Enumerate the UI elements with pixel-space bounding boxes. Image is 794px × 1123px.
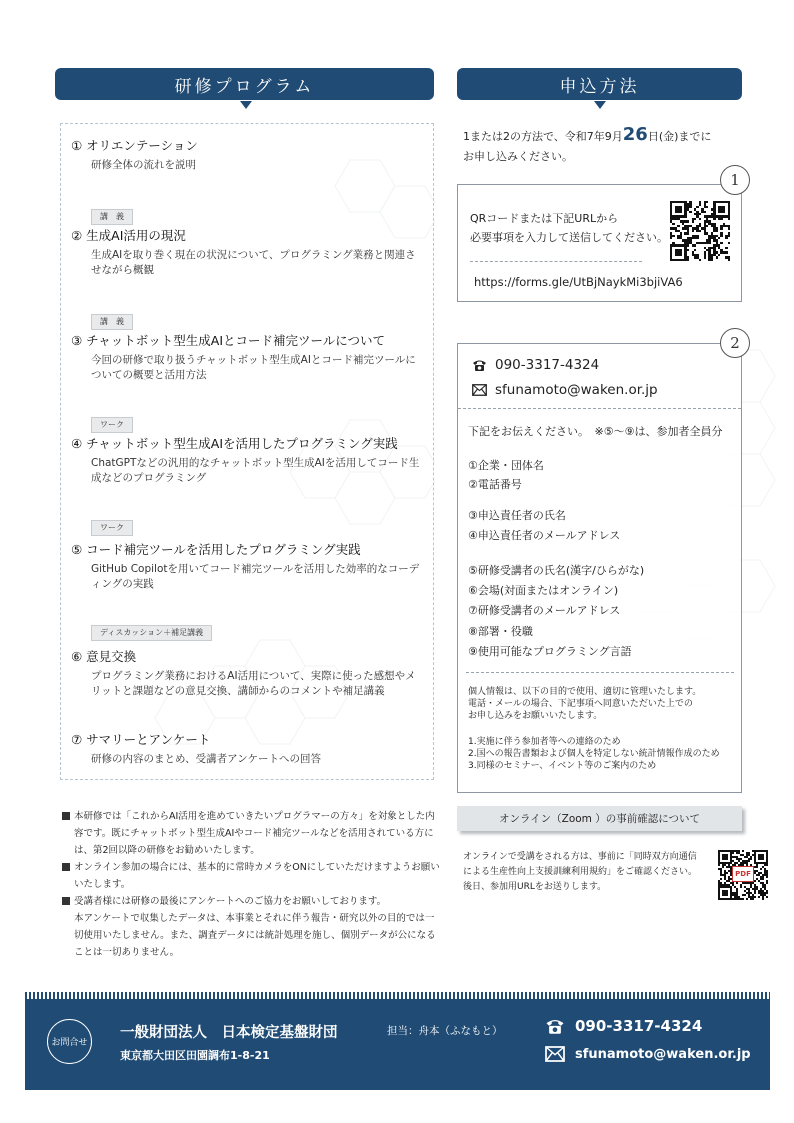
phone-icon	[545, 1018, 565, 1035]
program-item-tag: 講 義	[91, 314, 133, 330]
field-item: ⑨使用可能なプログラミング言語	[468, 645, 632, 658]
program-item-4	[71, 436, 426, 486]
note-item: 本研修では「これからAI活用を進めていきたいプログラマーの方々」を対象とした内容です。既にチャットボット型生成AIやコード補完ツールなどを活用されている方には、第2回以降の研修をお勧めいたします。	[62, 808, 442, 859]
program-item-tag: ワーク	[91, 417, 133, 433]
field-item: ⑧部署・役職	[468, 625, 533, 638]
footer-email-address[interactable]: sfunamoto@waken.or.jp	[575, 1046, 751, 1062]
method-2-divider-bottom	[466, 672, 734, 673]
purpose-item: 2.国への報告書類および個人を特定しない統計情報作成のため	[468, 749, 720, 759]
footer-phone	[545, 1017, 702, 1035]
program-item-desc: プログラミング業務におけるAI活用について、実際に使った感想やメリットと課題などの意見交換、講師からのコメントや補足講義	[91, 670, 416, 697]
phone-icon	[472, 359, 487, 372]
method-1-text	[470, 209, 668, 247]
method-2-number: 2	[730, 334, 740, 352]
program-header-title: 研修プログラム	[174, 76, 315, 97]
apply-intro-prefix: 1または2の方法で、令和7年9月	[463, 130, 623, 143]
form-url-link[interactable]: https://forms.gle/UtBjNaykMi3bjiVA6	[474, 275, 683, 289]
program-item-6	[71, 649, 426, 699]
field-item: ⑥会場(対面またはオンライン)	[468, 584, 619, 597]
program-header-pointer	[240, 101, 252, 109]
apply-intro-line2: お申し込みください。	[463, 150, 573, 163]
note-item: オンライン参加の場合には、基本的に常時カメラをONにしていただけますようお願いいたします。	[62, 859, 442, 893]
method-1-line1: QRコードまたは下記URLから	[470, 212, 619, 225]
purpose-item: 3.同様のセミナー、イベント等のご案内のため	[468, 761, 657, 771]
apply-method-1-box	[457, 184, 742, 302]
program-item-title: ② 生成AI活用の現況	[71, 228, 186, 243]
mail-icon	[545, 1046, 565, 1062]
program-item-3	[71, 333, 426, 383]
privacy-notice	[468, 686, 738, 722]
privacy-line: お申し込みをお願いいたします。	[468, 711, 603, 721]
footer-stripe	[25, 992, 770, 999]
program-item-title: ③ チャットボット型生成AIとコード補完ツールについて	[71, 333, 386, 348]
apply-header	[457, 68, 742, 100]
form-qr-code[interactable]	[670, 201, 730, 261]
apply-method-2-box	[457, 343, 742, 793]
method-1-number-circle	[720, 165, 750, 195]
program-item-title: ④ チャットボット型生成AIを活用したプログラミング実践	[71, 436, 398, 451]
footer	[25, 999, 770, 1090]
method-2-email	[472, 382, 658, 398]
footer-phone-number[interactable]: 090-3317-4324	[575, 1017, 703, 1035]
method-2-phone-number[interactable]: 090-3317-4324	[495, 357, 600, 373]
program-item-desc: GitHub Copilotを用いてコード補完ツールを活用した効率的なコーディングの実践	[91, 563, 420, 590]
method-2-divider-top	[458, 408, 741, 409]
method-2-email-address[interactable]: sfunamoto@waken.or.jp	[495, 382, 658, 398]
method-1-number: 1	[730, 171, 740, 189]
privacy-line: 電話・メールの場合、下記事項へ同意いただいた上での	[468, 699, 693, 709]
program-item-desc: 生成AIを取り巻く現在の状況について、プログラミング業務と関連させながら概観	[91, 249, 416, 276]
program-item-desc: ChatGPTなどの汎用的なチャットボット型生成AIを活用してコード生成などのプログラミング	[91, 457, 420, 484]
privacy-purposes	[468, 736, 748, 772]
field-item: ③申込責任者の氏名	[468, 509, 566, 522]
method-2-phone	[472, 357, 599, 373]
method-1-divider	[470, 261, 642, 262]
zoom-description: オンラインで受講をされる方は、事前に「同時双方向通信による生産性向上支援訓練利用規約」をご確認ください。後日、参加用URLをお送りします。	[463, 852, 698, 892]
program-item-desc: 研修の内容のまとめ、受講者アンケートへの回答	[91, 753, 321, 765]
note-item-continued: 本アンケートで収集したデータは、本事業とそれに伴う報告・研究以外の目的では一切使用いたしません。また、調査データには統計処理を施し、個別データが公になることは一切ありません。	[74, 913, 436, 958]
program-box	[60, 123, 434, 780]
pdf-badge-label: PDF	[735, 870, 751, 878]
footer-contact-person: 担当：舟本（ふなもと）	[387, 1025, 503, 1037]
program-item-tag: 講 義	[91, 209, 133, 225]
program-item-title: ⑤ コード補完ツールを活用したプログラミング実践	[71, 542, 361, 557]
method-2-number-circle	[720, 328, 750, 358]
privacy-line: 個人情報は、以下の目的で使用、適切に管理いたします。	[468, 687, 702, 697]
apply-header-pointer	[594, 101, 606, 109]
method-2-instruction: 下記をお伝えください。 ※⑤～⑨は、参加者全員分	[468, 425, 723, 438]
field-item: ①企業・団体名	[468, 459, 544, 472]
program-item-5	[71, 542, 426, 592]
purpose-item: 1.実施に伴う参加者等への連絡のため	[468, 737, 621, 747]
apply-header-title: 申込方法	[559, 76, 640, 97]
field-item: ⑦研修受講者のメールアドレス	[468, 604, 621, 617]
program-item-1	[71, 138, 426, 173]
footer-email	[545, 1046, 751, 1062]
field-item: ②電話番号	[468, 478, 522, 491]
note-item: 受講者様には研修の最後にアンケートへのご協力をお願いしております。	[62, 893, 442, 910]
field-item: ⑤研修受講者の氏名(漢字/ひらがな)	[468, 564, 645, 577]
program-item-7	[71, 732, 426, 767]
field-item: ④申込責任者のメールアドレス	[468, 529, 621, 542]
zoom-heading-title: オンライン（Zoom ）の事前確認について	[498, 813, 701, 825]
program-header	[55, 68, 434, 100]
program-item-title: ⑥ 意見交換	[71, 649, 137, 664]
apply-intro	[463, 125, 763, 167]
zoom-heading	[457, 806, 742, 831]
program-item-tag: ディスカッション＋補足講義	[91, 625, 212, 641]
inquiry-label: お問合せ	[51, 1038, 88, 1048]
notes-list	[62, 808, 442, 961]
inquiry-badge	[47, 1019, 92, 1064]
program-item-title: ⑦ サマリーとアンケート	[71, 732, 211, 747]
footer-address: 東京都大田区田園調布1-8-21	[120, 1049, 270, 1062]
footer-organization: 一般財団法人 日本検定基盤財団	[120, 1025, 338, 1041]
program-item-tag: ワーク	[91, 520, 133, 536]
program-item-desc: 研修全体の流れを説明	[91, 159, 196, 171]
deadline-day: 26	[622, 124, 648, 145]
method-1-line2: 必要事項を入力して送信してください。	[470, 231, 668, 244]
pdf-badge	[732, 866, 754, 882]
program-item-desc: 今回の研修で取り扱うチャットボット型生成AIとコード補完ツールについての概要と活用方法	[91, 354, 416, 381]
program-item-2	[71, 228, 426, 278]
program-item-title: ① オリエンテーション	[71, 138, 198, 153]
apply-intro-suffix: 日(金)までに	[647, 130, 712, 143]
mail-icon	[472, 384, 487, 396]
